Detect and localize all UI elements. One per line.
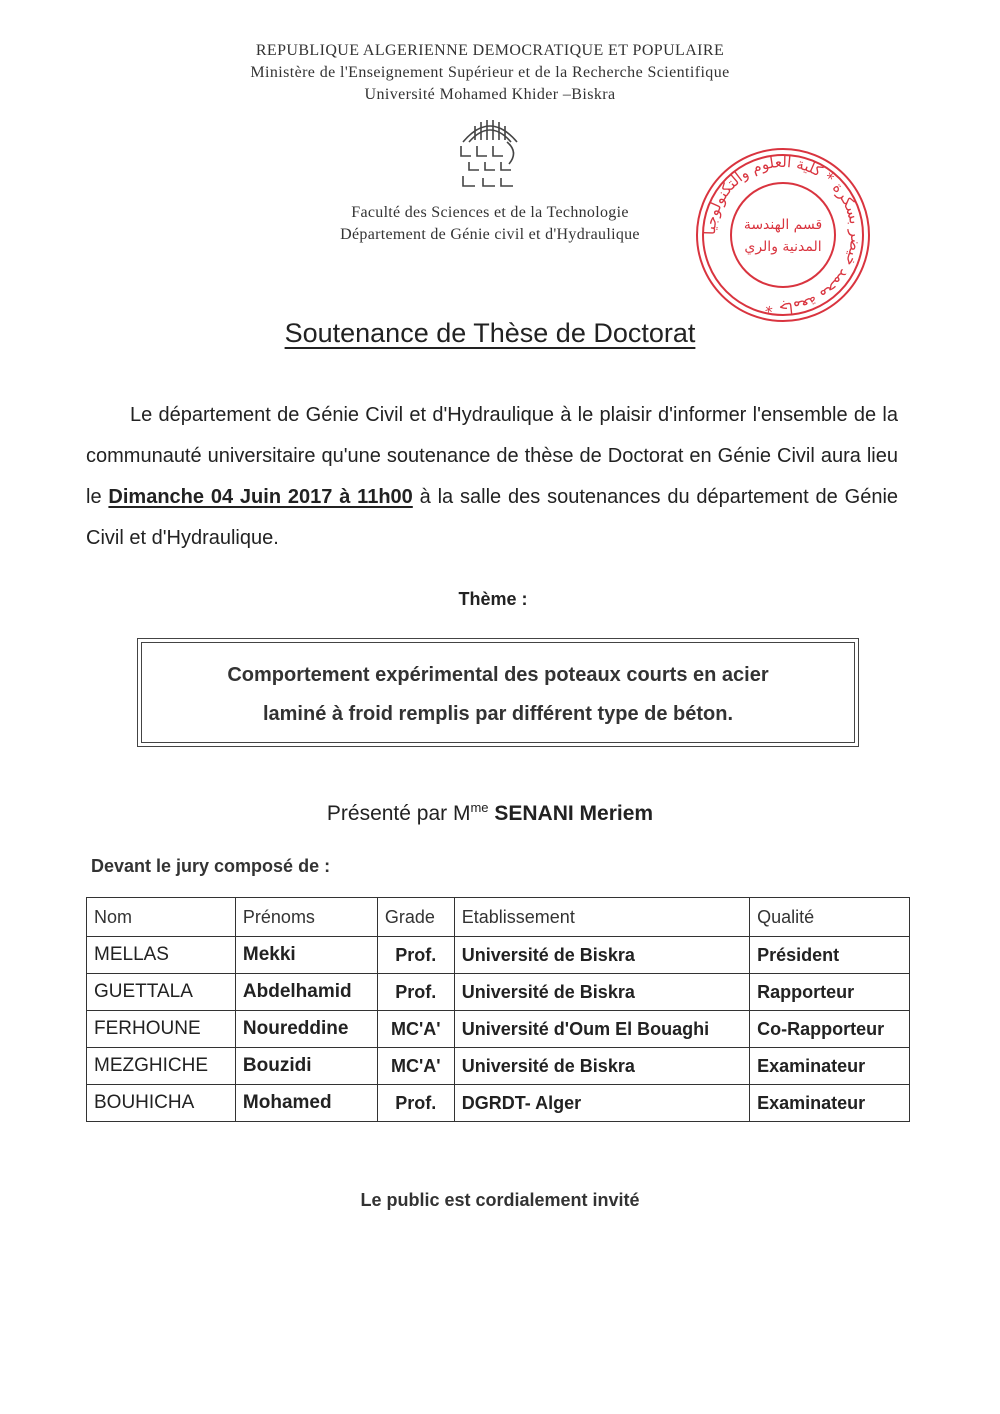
cell-etablissement: Université de Biskra: [454, 1048, 749, 1085]
svg-text:قسم الهندسة: قسم الهندسة: [743, 217, 823, 233]
header-nom: Nom: [87, 898, 236, 937]
theme-line-2: laminé à froid remplis par différent type de béton.: [262, 703, 734, 725]
header-etablissement: Etablissement: [454, 898, 749, 937]
cell-nom: MELLAS: [87, 937, 236, 974]
theme-label: Thème :: [458, 589, 528, 609]
cell-nom: MEZGHICHE: [87, 1048, 236, 1085]
cell-grade: Prof.: [377, 1085, 454, 1122]
theme-box: [137, 638, 859, 747]
table-row: [87, 1011, 910, 1048]
cell-etablissement: Université de Biskra: [454, 937, 749, 974]
header-grade: Grade: [377, 898, 454, 937]
department-name: Département de Génie civil et d'Hydraulique: [340, 226, 640, 243]
svg-text:جامعة محمد خيضر بسكرة * كلية ا: جامعة محمد خيضر بسكرة * كلية العلوم والتكنولوجيا *: [700, 152, 866, 318]
cell-grade: Prof.: [377, 937, 454, 974]
cell-qualite: Examinateur: [750, 1048, 910, 1085]
table-row: [87, 1085, 910, 1122]
header-republic: REPUBLIQUE ALGERIENNE DEMOCRATIQUE ET POPULAIRE: [255, 42, 725, 59]
presenter-name: SENANI Meriem: [494, 802, 654, 825]
presenter-prefix: Présenté par M: [326, 802, 471, 825]
theme-line-1: Comportement expérimental des poteaux courts en acier: [227, 664, 769, 686]
cell-etablissement: Université de Biskra: [454, 974, 749, 1011]
official-stamp: [693, 145, 873, 325]
cell-prenom: Bouzidi: [235, 1048, 377, 1085]
university-logo: [455, 112, 525, 192]
announcement-text-start: Le département de Génie Civil et d'Hydraulique à le plaisir d'informer l'ensemble de la communauté universitaire qu'une soutenance de thèse de Doctorat en Génie Civil aura lieu le: [86, 404, 898, 508]
cell-grade: MC'A': [377, 1048, 454, 1085]
announcement-text-end: à la salle des soutenances du département de Génie Civil et d'Hydraulique.: [86, 486, 899, 549]
cell-prenom: Abdelhamid: [235, 974, 377, 1011]
cell-qualite: Rapporteur: [750, 974, 910, 1011]
defense-date: Dimanche 04 Juin 2017 à 11h00: [108, 486, 413, 508]
table-row: [87, 1048, 910, 1085]
cell-etablissement: Université d'Oum El Bouaghi: [454, 1011, 749, 1048]
cell-nom: GUETTALA: [87, 974, 236, 1011]
header-university: Université Mohamed Khider –Biskra: [364, 86, 616, 103]
cell-nom: BOUHICHA: [87, 1085, 236, 1122]
faculty-name: Faculté des Sciences et de la Technologie: [351, 204, 629, 221]
header-ministry: Ministère de l'Enseignement Supérieur et de la Recherche Scientifique: [250, 64, 730, 81]
cell-qualite: Examinateur: [750, 1085, 910, 1122]
cell-grade: MC'A': [377, 1011, 454, 1048]
invitation-footer: Le public est cordialement invité: [360, 1190, 640, 1210]
cell-prenom: Noureddine: [235, 1011, 377, 1048]
cell-grade: Prof.: [377, 974, 454, 1011]
svg-text:المدنية والري: المدنية والري: [744, 239, 822, 255]
presenter: [0, 800, 980, 826]
table-header-row: [87, 898, 910, 937]
page-title: Soutenance de Thèse de Doctorat: [284, 318, 696, 348]
header-prenoms: Prénoms: [235, 898, 377, 937]
table-row: [87, 974, 910, 1011]
cell-etablissement: DGRDT- Alger: [454, 1085, 749, 1122]
cell-qualite: Co-Rapporteur: [750, 1011, 910, 1048]
cell-prenom: Mekki: [235, 937, 377, 974]
cell-prenom: Mohamed: [235, 1085, 377, 1122]
announcement-paragraph: [86, 395, 898, 559]
table-row: [87, 937, 910, 974]
jury-intro: Devant le jury composé de :: [91, 856, 331, 876]
jury-table: [86, 897, 910, 1122]
presenter-title: me: [470, 800, 489, 815]
header-qualite: Qualité: [750, 898, 910, 937]
cell-nom: FERHOUNE: [87, 1011, 236, 1048]
cell-qualite: Président: [750, 937, 910, 974]
